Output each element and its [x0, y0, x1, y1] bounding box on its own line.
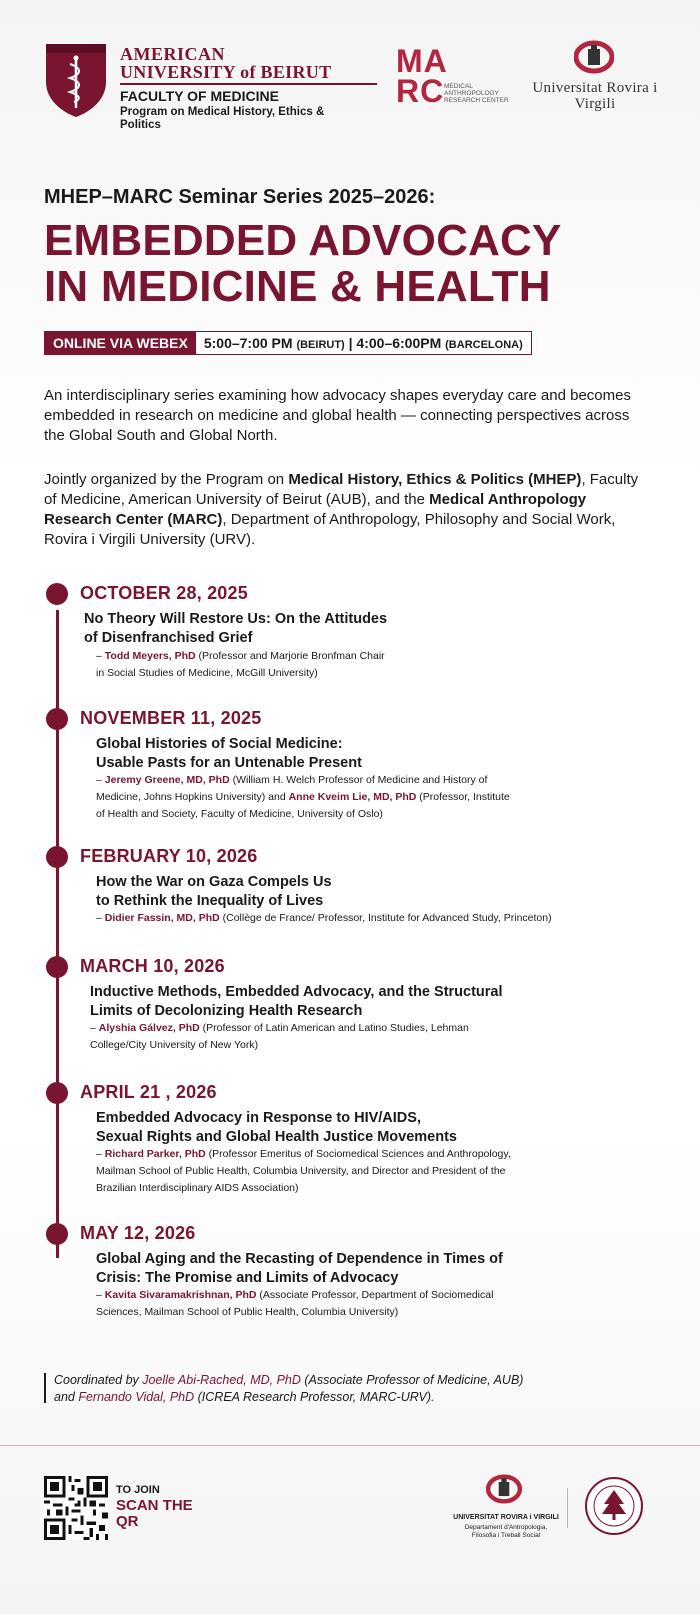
event-title-line2: to Rethink the Inequality of Lives	[96, 893, 324, 909]
event-date: FEBRUARY 10, 2026	[80, 846, 258, 866]
time-barcelona: 4:00–6:00PM	[356, 335, 442, 351]
urv-logo	[530, 40, 660, 120]
urv-dept-line2: Filosofia i Treball Social	[471, 1532, 541, 1539]
coordinator-role-1: (Associate Professor of Medicine, AUB)	[300, 1373, 524, 1387]
speaker-detail-4: of Health and Society, Faculty of Medicine, University of Oslo)	[96, 808, 383, 820]
speaker-name-2: Anne Kveim Lie, MD, PhD	[288, 791, 417, 803]
event-title-line1: No Theory Will Restore Us: On the Attitudes	[84, 611, 388, 627]
join-label: TO JOIN	[116, 1484, 160, 1496]
speaker-detail-2: Sciences, Mailman School of Public Health, Columbia University)	[96, 1306, 399, 1318]
marc-subtitle: MEDICAL ANTHROPOLOGY RESEARCH CENTER	[444, 83, 509, 104]
speaker-prefix: –	[96, 912, 105, 924]
event-date: OCTOBER 28, 2025	[80, 583, 248, 603]
aub-name-line2: UNIVERSITY of BEIRUT	[120, 62, 332, 82]
marc-letters	[396, 43, 448, 109]
aub-shield-icon	[44, 42, 108, 118]
schedule-badge	[44, 331, 532, 355]
aub-divider	[120, 83, 377, 85]
event-speaker	[96, 1287, 493, 1321]
marc-letters-top: MA	[396, 43, 448, 79]
speaker-prefix: –	[96, 650, 105, 662]
event-title	[84, 610, 387, 648]
speaker-detail: (Professor of Latin American and Latino Studies, Lehman	[199, 1022, 469, 1034]
speaker-name: Jeremy Greene, MD, PhD	[104, 774, 230, 786]
urv-mark-icon	[574, 40, 614, 74]
aub-logo	[44, 42, 344, 142]
main-title	[44, 218, 562, 310]
speaker-prefix: –	[96, 1148, 105, 1160]
coord-join: and	[54, 1390, 79, 1404]
speaker-detail: (William H. Welch Professor of Medicine and History of	[229, 774, 488, 786]
aub-seal-icon	[584, 1476, 644, 1536]
speaker-detail: (Associate Professor, Department of Sociomedical	[256, 1289, 494, 1301]
urv-footer-logo	[446, 1474, 566, 1554]
coord-prefix: Coordinated by	[54, 1373, 143, 1387]
speaker-detail-3: Brazilian Interdisciplinary AIDS Association)	[96, 1182, 299, 1194]
event-title-line1: Global Histories of Social Medicine:	[96, 736, 343, 752]
speaker-detail-2: Mailman School of Public Health, Columbia University, and Director and President of the	[96, 1165, 506, 1177]
speaker-detail: (Professor Emeritus of Sociomedical Sciences and Anthropology,	[205, 1148, 511, 1160]
timeline-dot	[46, 583, 68, 605]
aub-program: Program on Medical History, Ethics & Politics	[120, 106, 325, 131]
speaker-prefix: –	[96, 774, 105, 786]
coordinator-name-2: Fernando Vidal, PhD	[78, 1390, 195, 1404]
speaker-name: Kavita Sivaramakrishnan, PhD	[104, 1289, 257, 1301]
scan-label: SCAN THE QR	[116, 1497, 193, 1530]
marc-logo	[396, 43, 516, 116]
event-title	[96, 1109, 457, 1147]
coordinators-note	[54, 1372, 654, 1406]
org-text-3: , Department of Anthropology, Philosophy and Social Work, Rovira i Virgili University (URV).	[44, 511, 616, 548]
series-title: MHEP–MARC Seminar Series 2025–2026:	[44, 186, 436, 208]
event-date: MAY 12, 2026	[80, 1223, 196, 1243]
urv-dept-line1: Departament d'Antropologia,	[464, 1524, 548, 1531]
coordinators-bar	[44, 1373, 46, 1403]
speaker-detail-2: Medicine, Johns Hopkins University) and	[96, 791, 289, 803]
event-title-line1: Global Aging and the Recasting of Dependence in Times of	[96, 1251, 503, 1267]
event-title-line1: How the War on Gaza Compels Us	[96, 874, 332, 890]
speaker-name: Alyshia Gálvez, PhD	[98, 1022, 200, 1034]
urv-mark-icon	[486, 1474, 522, 1504]
intro-paragraph: An interdisciplinary series examining how advocacy shapes everyday care and becomes embedded in research on medicine and global health — connecting perspectives across the Global South and Global North.	[44, 387, 631, 444]
speaker-detail-2: College/City University of New York)	[90, 1039, 259, 1051]
urv-name: Universitat Rovira i Virgili	[532, 80, 658, 112]
speaker-name: Todd Meyers, PhD	[104, 650, 196, 662]
coordinator-name-1: Joelle Abi-Rached, MD, PhD	[142, 1373, 301, 1387]
event-title	[90, 983, 503, 1021]
org-text-1: Jointly organized by the Program on	[44, 471, 289, 488]
aub-name-line1: AMERICAN	[120, 44, 225, 64]
online-mode-label: ONLINE VIA WEBEX	[45, 332, 196, 354]
event-title-line2: Usable Pasts for an Untenable Present	[96, 755, 362, 771]
org-text-2: , Faculty of Medicine, American University of Beirut (AUB), and the	[44, 471, 639, 508]
event-title	[96, 735, 362, 773]
organizers-paragraph	[44, 470, 644, 550]
event-date: APRIL 21 , 2026	[80, 1082, 217, 1102]
event-title-line2: Limits of Decolonizing Health Research	[90, 1003, 363, 1019]
event-date: MARCH 10, 2026	[80, 956, 225, 976]
timeline-dot	[46, 708, 68, 730]
event-speaker	[96, 648, 385, 682]
event-title-line1: Embedded Advocacy in Response to HIV/AIDS,	[96, 1110, 421, 1126]
speaker-name: Didier Fassin, MD, PhD	[104, 912, 220, 924]
barcelona-label: (BARCELONA)	[445, 339, 523, 351]
event-date: NOVEMBER 11, 2025	[80, 708, 262, 728]
footer-logo-divider	[567, 1488, 568, 1528]
speaker-detail: (Collège de France/ Professor, Institute for Advanced Study, Princeton)	[219, 912, 552, 924]
org-marc: Medical Anthropology Research Center (MARC)	[44, 491, 587, 528]
time-separator: |	[348, 335, 353, 351]
footer-divider	[0, 1445, 700, 1446]
speaker-detail-3: (Professor, Institute	[416, 791, 510, 803]
event-speaker	[90, 1020, 469, 1054]
org-mhep: Medical History, Ethics & Politics (MHEP)	[288, 471, 582, 488]
coordinator-role-2: (ICREA Research Professor, MARC-URV).	[194, 1390, 435, 1404]
event-title-line2: Sexual Rights and Global Health Justice Movements	[96, 1129, 457, 1145]
speaker-detail: (Professor and Marjorie Bronfman Chair	[195, 650, 385, 662]
schedule-times	[196, 332, 531, 354]
event-speaker	[96, 772, 510, 823]
speaker-prefix: –	[96, 1289, 105, 1301]
timeline-dot	[46, 956, 68, 978]
time-beirut: 5:00–7:00 PM	[203, 335, 293, 351]
event-title	[96, 873, 332, 911]
main-title-line2: IN MEDICINE & HEALTH	[44, 262, 551, 311]
event-title-line2: Crisis: The Promise and Limits of Advocacy	[96, 1270, 399, 1286]
marc-letters-bottom: RC	[396, 73, 445, 109]
urv-footer-name: UNIVERSITAT ROVIRA i VIRGILI	[453, 1514, 559, 1521]
timeline-dot	[46, 846, 68, 868]
urv-footer-dept	[446, 1524, 566, 1540]
qr-code-icon[interactable]	[44, 1476, 108, 1540]
main-title-line1: EMBEDDED ADVOCACY	[44, 216, 562, 265]
event-title-line1: Inductive Methods, Embedded Advocacy, and the Structural	[90, 984, 503, 1000]
aub-faculty: FACULTY OF MEDICINE	[120, 88, 279, 104]
event-speaker	[96, 910, 552, 927]
speaker-detail-2: in Social Studies of Medicine, McGill University)	[96, 667, 318, 679]
timeline-dot	[46, 1223, 68, 1245]
event-title	[96, 1250, 503, 1288]
event-speaker	[96, 1146, 511, 1197]
speaker-prefix: –	[90, 1022, 99, 1034]
timeline-dot	[46, 1082, 68, 1104]
event-title-line2: of Disenfranchised Grief	[84, 630, 253, 646]
beirut-label: (BEIRUT)	[296, 339, 345, 351]
speaker-name: Richard Parker, PhD	[104, 1148, 206, 1160]
